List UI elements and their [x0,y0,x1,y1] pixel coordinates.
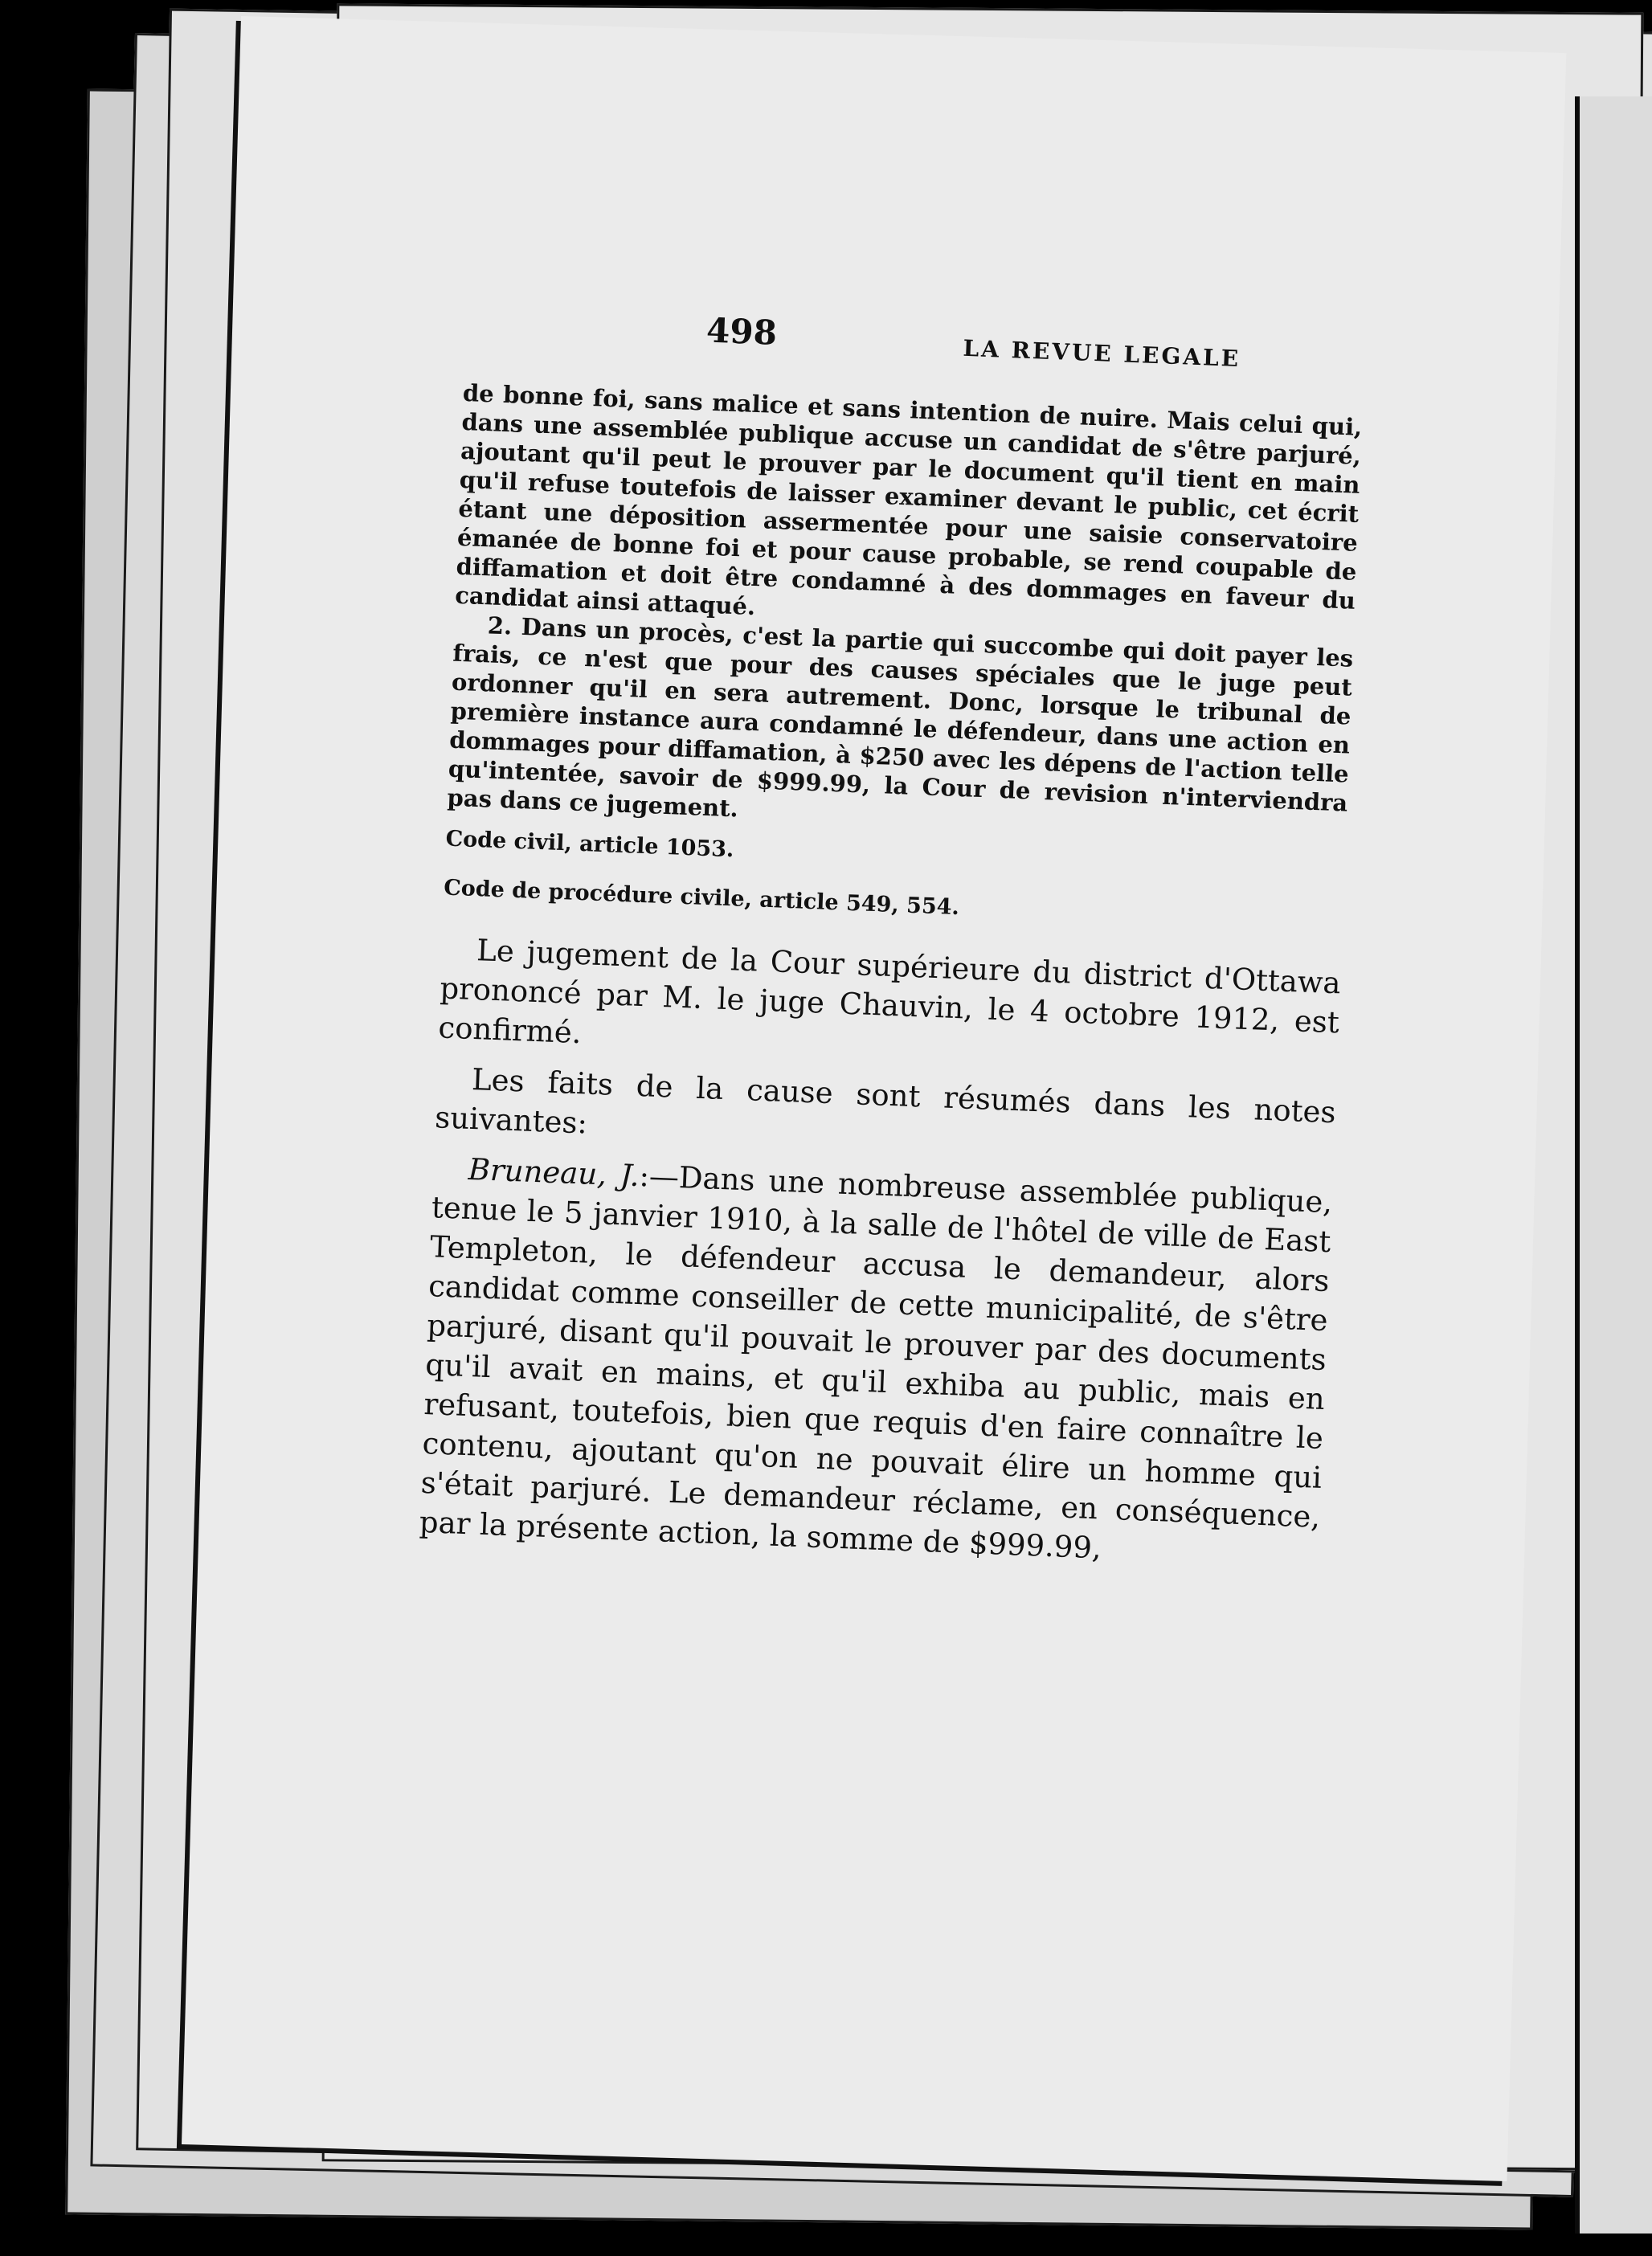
citation-code-procedure: Code de procédure civile, article 549, 554. [443,875,960,921]
summary-paragraph: de bonne foi, sans malice et sans intention de nuire. Mais celui qui, dans une assemblée publique accuse un candidat de s'être parjuré, ajoutant qu'il peut le prouver par le document qu'il tient en main qu'il refuse toutefois de laisser examiner devant le public, cet écrit étant une déposition assermentée pour une saisie conservatoire émanée de bonne foi et pour cause probable, se rend coupable de diffamation et doit être condamné à des dommages en faveur du candidat ainsi attaqué. [454,378,1363,621]
judge-opinion-text: :—Dans une nombreuse assemblée publique, tenue le 5 janvier 1910, à la salle de l'hôtel de ville de East Templeton, le défendeur accusa le demandeur, alors candidat comme conseiller de cette municipalité, de s'être parjuré, disant qu'il pouvait le prouver par des documents qu'il avait en mains, et qu'il exhiba au public, mais en refusant, toutefois, bien que requis d'en faire connaître le contenu, ajoutant qu'on ne pouvait élire un homme qui s'était parjuré. Le demandeur réclame, en conséquence, par la présente action, la somme de $999.99, [419,1159,1333,1566]
body-paragraph: Les faits de la cause sont résumés dans les notes suivantes: [434,1061,1337,1141]
facing-page-edge [1575,96,1652,2234]
judge-name: Bruneau, J. [468,1151,640,1194]
headnote-summary [447,378,1363,847]
citation-code-civil: Code civil, article 1053. [445,826,734,863]
body-paragraph: Le jugement de la Cour supérieure du district d'Ottawa prononcé par M. le juge Chauvin, le 4 octobre 1912, est confirmé. [437,933,1342,1051]
page-number: 498 [705,310,778,353]
running-head: LA REVUE LEGALE [962,334,1241,373]
page-content [419,309,1366,1588]
body-paragraph-judge [419,1148,1333,1576]
summary-paragraph: 2. Dans un procès, c'est la partie qui succombe qui doit payer les frais, ce n'est que pour des causes spéciales que le juge peut ordonner qu'il en sera autrement. Donc, lorsque le tribunal de première instance aura condamné le défendeur, dans une action en dommages pour diffamation, à $250 avec les dépens de l'action telle qu'intentée, savoir de $999.99, la Cour de revision n'interviendra pas dans ce jugement. [447,611,1354,823]
judgment-body [419,929,1341,1576]
